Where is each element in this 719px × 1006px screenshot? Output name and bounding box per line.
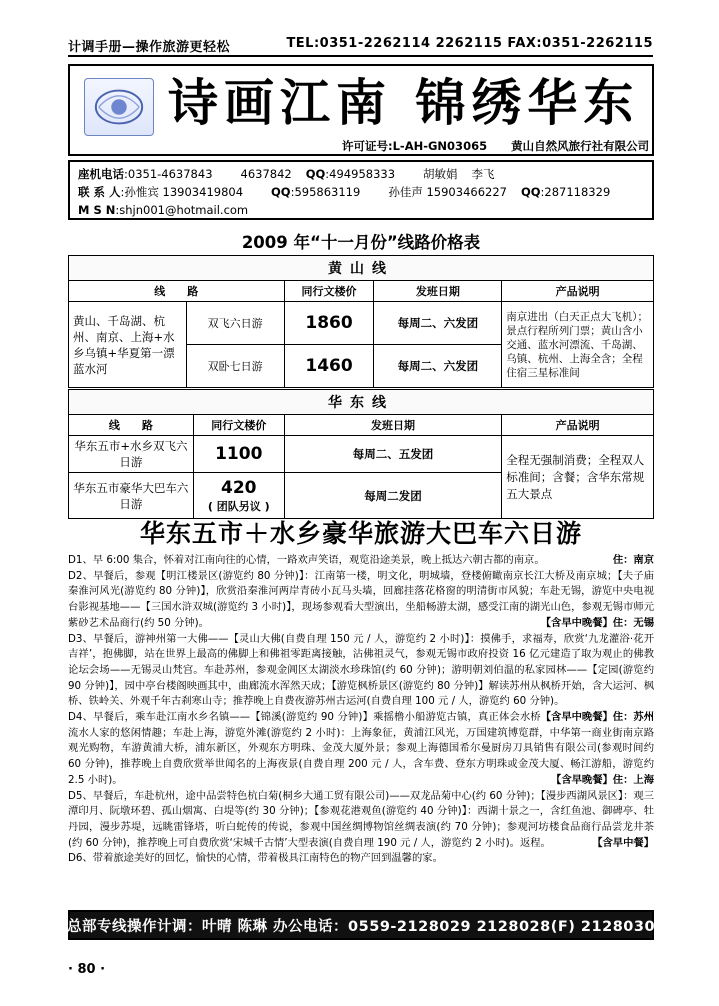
contact-row-2: 联 系 人:孙惟宾 13903419804 QQ:595863119 孙佳声 15903466227 QQ:287118329 [78, 185, 611, 199]
contact-person-2: 孙佳声 15903466227 [388, 185, 507, 199]
itinerary [68, 553, 654, 867]
table-row: 双飞六日游 [186, 302, 284, 345]
title-box [68, 64, 654, 156]
day-tag: 【含早晚餐】住：上海 [551, 773, 654, 786]
table-row: 华东五市+水乡双飞六日游 [69, 436, 194, 473]
day-tag: 【含早中晚餐】住：无锡 [540, 616, 654, 629]
page-title: 诗画江南 锦绣华东 [168, 73, 640, 132]
itinerary-day: D5、早餐后，车赴杭州，途中品尝特色杭白菊(桐乡大通工贸有限公司)——双龙品菊中心(约 60 分钟)；【漫步西湖风景区】：观三潭印月、阮墩环碧、孤山烟寓、白堤等(约 30 分钟)；【参观花港观鱼(游览约 40 分钟)】：西湖十景之一，含红鱼池、御碑亭、牡丹园，漫步苏堤，远眺雷锋塔，听白蛇传的传说，参观中国丝绸博物馆丝绸表演(约 70 分钟)；参观河坊楼食品商行品尝龙井茶(约 60 分钟)，推荐晚上可自费欣赏‘宋城千古情’大型表演(自费自理 190 元 / 人，游览约 2 小时)。返程。 【含早中餐】 [68, 789, 654, 852]
price-cell [193, 473, 284, 519]
qq-1: :494958333 [325, 167, 396, 181]
product-note: 全程无强制消费；全程双人标准间；含餐；含华东常规五大景点 [502, 436, 654, 519]
price-table-title: 2009 年“十一月份”线路价格表 [241, 233, 481, 252]
contact-row-1: 座机电话:0351-4637843 4637842 QQ:494958333 胡敏娟 李飞 [78, 167, 495, 181]
section-huadong: 华东线 [69, 390, 654, 415]
table-row: 华东五市豪华大巴车六日游 [69, 473, 194, 519]
col-price: 同行文楼价 [284, 281, 374, 302]
table-row: 双卧七日游 [186, 345, 284, 388]
col-date: 发班日期 [284, 415, 502, 436]
huangshan-route: 黄山、千岛湖、杭州、南京、上海+水乡乌镇+华夏第一漂蓝水河 [69, 302, 187, 388]
header-phones: TEL:0351-2262114 2262115 FAX:0351-2262115 [286, 36, 653, 51]
price-value: 1460 [284, 345, 374, 388]
itinerary-day: D6、带着旅途美好的回忆，愉快的心情，带着极具江南特色的物产回到温馨的家。 [68, 852, 443, 865]
header-slogan: 计调手册—操作旅游更轻松 [68, 40, 231, 55]
col-route: 线 路 [69, 281, 285, 302]
col-route: 线 路 [69, 415, 194, 436]
col-date: 发班日期 [374, 281, 502, 302]
page-number: · 80 · [68, 962, 106, 977]
contact-name-1: 胡敏娟 [423, 167, 458, 181]
product-note: 南京进出（白天正点大飞机）；景点行程所列门票；黄山含小交通、蓝水河漂流、千岛湖、乌镇、杭州、上海全含；全程住宿三星标准间 [502, 302, 654, 388]
col-note: 产品说明 [502, 281, 654, 302]
price-value: 420 [221, 477, 257, 498]
company-name: 黄山自然风旅行社有限公司 [511, 139, 650, 153]
itinerary-day: D4、早餐后，乘车赴江南水乡名镇——【锦溪(游览约 90 分钟)】乘摇橹小船游览古镇，真正体会水桥流水人家的悠闲情趣；车赴上海，游览外滩(游览约 2 小时)：上海象征，黄浦江风光，万国建筑博览群，中华第一商业街南京路观光购物，车游黄浦大桥，浦东新区，外观东方明珠、金茂大厦外景；参观上海德国希尔曼厨房刀具销售有限公司(参观时间约 60 分钟)，推荐晚上自费欣赏举世闻名的上海夜景(自费自理 200 元 / 人，含车费、登东方明珠或金茂大厦、畅江游船，游览约 2.5 小时)。 【含早晚餐】住：上海 [68, 710, 654, 789]
departure-date: 每周二、六发团 [374, 345, 502, 388]
departure-date: 每周二、五发团 [284, 436, 502, 473]
col-note: 产品说明 [502, 415, 654, 436]
contact-box [68, 160, 654, 220]
qq-2: :595863119 [290, 185, 361, 199]
contact-person: :孙惟宾 13903419804 [120, 185, 244, 199]
section-huangshan: 黄山线 [69, 256, 654, 281]
huadong-table [68, 389, 654, 519]
page-header [68, 36, 653, 56]
tour-title: 华东五市＋水乡豪华旅游大巴车六日游 [139, 519, 582, 548]
col-price: 同行文楼价 [193, 415, 284, 436]
price-note: ( 团队另议 ) [207, 499, 270, 513]
price-value: 1860 [284, 302, 374, 345]
departure-date: 每周二发团 [284, 473, 502, 519]
contact-name-2: 李飞 [471, 167, 495, 181]
day-tag: 住：南京 [612, 554, 654, 566]
day-tag: 【含早中晚餐】住：苏州 [540, 711, 654, 724]
qq-3: :287118329 [540, 185, 611, 199]
itinerary-day: D3、早餐后，游神州第一大佛——【灵山大佛(自费自理 150 元 / 人，游览约 2 小时)】：摸佛手，求福寿，欣赏‘九龙灌浴·花开吉祥’，抱佛脚，站在世界上最高的佛脚上和佛祖零距离接触，沾佛祖灵气，参观无锡市政府投资 16 亿元建造了取为观止的佛教论坛会场——无锡灵山梵宫。车赴苏州，参观金阊区太湖淡水珍珠馆(约 60 分钟)；游明朝刘伯温的私家园林——【定园(游览约 90 分钟)】，园中亭台楼阁映画其中，曲廊流水浑然天成；【游览枫桥景区(游览约 80 分钟)】解读苏州从枫桥开始，含大运河、枫桥、铁岭关、外观千年古刹寒山寺；推荐晚上自费夜游苏州古运河(自费自理 100 元 / 人，游览约 60 分钟)。 【含早中晚餐】住：苏州 [68, 632, 654, 711]
landline-2: 4637842 [240, 167, 292, 181]
msn-address: :shjn001@hotmail.com [115, 203, 249, 217]
landline: :0351-4637843 [124, 167, 213, 181]
day-tag: 【含早中餐】 [592, 836, 654, 849]
itinerary-day: D2、早餐后，参观【明江楼景区(游览约 80 分钟)】：江南第一楼，明文化，明城墙，登楼俯瞰南京长江大桥及南京城；【夫子庙秦淮河风光(游览约 80 分钟)】，欣赏沿秦淮河两岸青砖小瓦马头墙，回廊挂落花格窗的明清街市风貌；车赴无锡，游览中央电视台影视基地——【三国水浒双城(游览约 3 小时)】，现场参观看大型演出，坐船畅游太湖，感受江南的湖光山色，参观无锡市师元紫砂艺术品商行(约 50 分钟)。 【含早中晚餐】住：无锡 [68, 569, 654, 632]
price-value: 1100 [193, 436, 284, 473]
huangshan-table [68, 255, 654, 388]
departure-date: 每周二、六发团 [374, 302, 502, 345]
itinerary-day: D1、早 6:00 集合，怀着对江南向往的心情，一路欢声笑语，观览沿途美景，晚上抵达六朝古都的南京。 住：南京 [68, 553, 654, 569]
company-logo [84, 78, 154, 136]
header-divider [68, 55, 653, 57]
footer-banner: 总部专线操作计调：叶晴 陈琳 办公电话：0559-2128029 2128028(F) 2128030 [68, 910, 654, 940]
license-line [342, 138, 669, 154]
contact-row-3: M S N:shjn001@hotmail.com [78, 203, 249, 217]
license-number: 许可证号:L-AH-GN03065 [342, 139, 488, 153]
